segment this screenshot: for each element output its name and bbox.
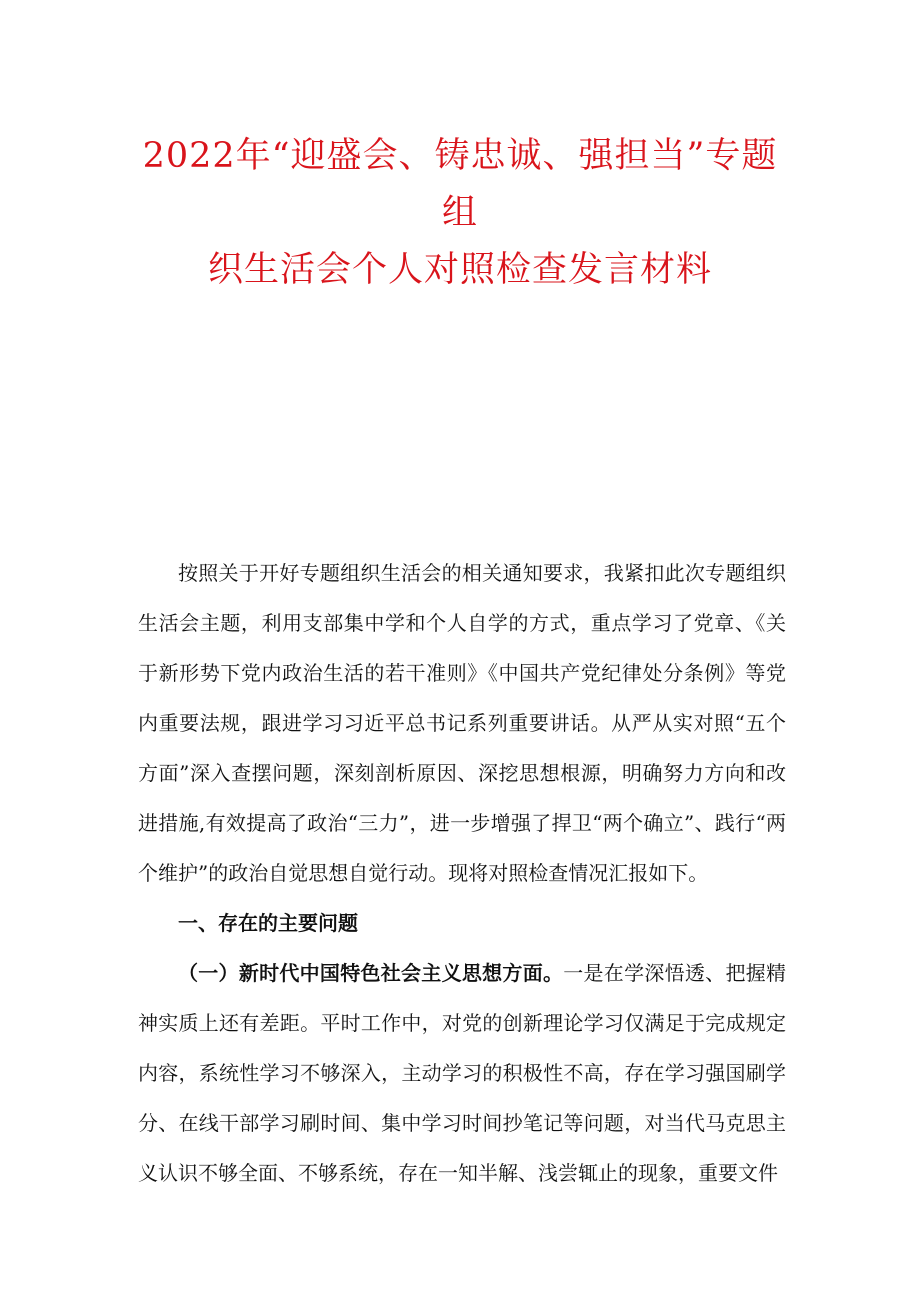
title-line-3: 织生活会个人对照检查发言材料	[207, 250, 712, 290]
intro-paragraph: 按照关于开好专题组织生活会的相关通知要求，我紧扣此次专题组织生活会主题，利用支部集中学和个人自学的方式，重点学习了党章、《关于新形势下党内政治生活的若干准则》《中国共产党纪律处分条例》等党内重要法规，跟进学习习近平总书记系列重要讲话。从严从实对照“五个方面”深入查摆问题，深刻剖析原因、深挖思想根源，明确努力方向和改进措施,有效提高了政治“三力”，进一步增强了捍卫“两个确立”、践行“两个维护”的政治自觉思想自觉行动。现将对照检查情况汇报如下。	[138, 561, 786, 885]
section-heading: 一、存在的主要问题	[178, 911, 358, 935]
subsection-lead: （一）新时代中国特色社会主义思想方面。	[178, 961, 564, 985]
document-body	[138, 548, 786, 1198]
title-line-2: 组	[441, 193, 478, 233]
subsection-paragraph	[138, 948, 786, 1198]
subsection-text: 一是在学深悟透、把握精神实质上还有差距。平时工作中，对党的创新理论学习仅满足于完成规定内容，系统性学习不够深入，主动学习的积极性不高，存在学习强国刷学分、在线干部学习刷时间、集中学习时间抄笔记等问题，对当代马克思主义认识不够全面、不够系统，存在一知半解、浅尝辄止的现象，重要文件	[138, 961, 787, 1185]
document-title	[100, 128, 820, 299]
title-line-1: 2022年“迎盛会、铸忠诚、强担当”专题	[142, 136, 778, 176]
